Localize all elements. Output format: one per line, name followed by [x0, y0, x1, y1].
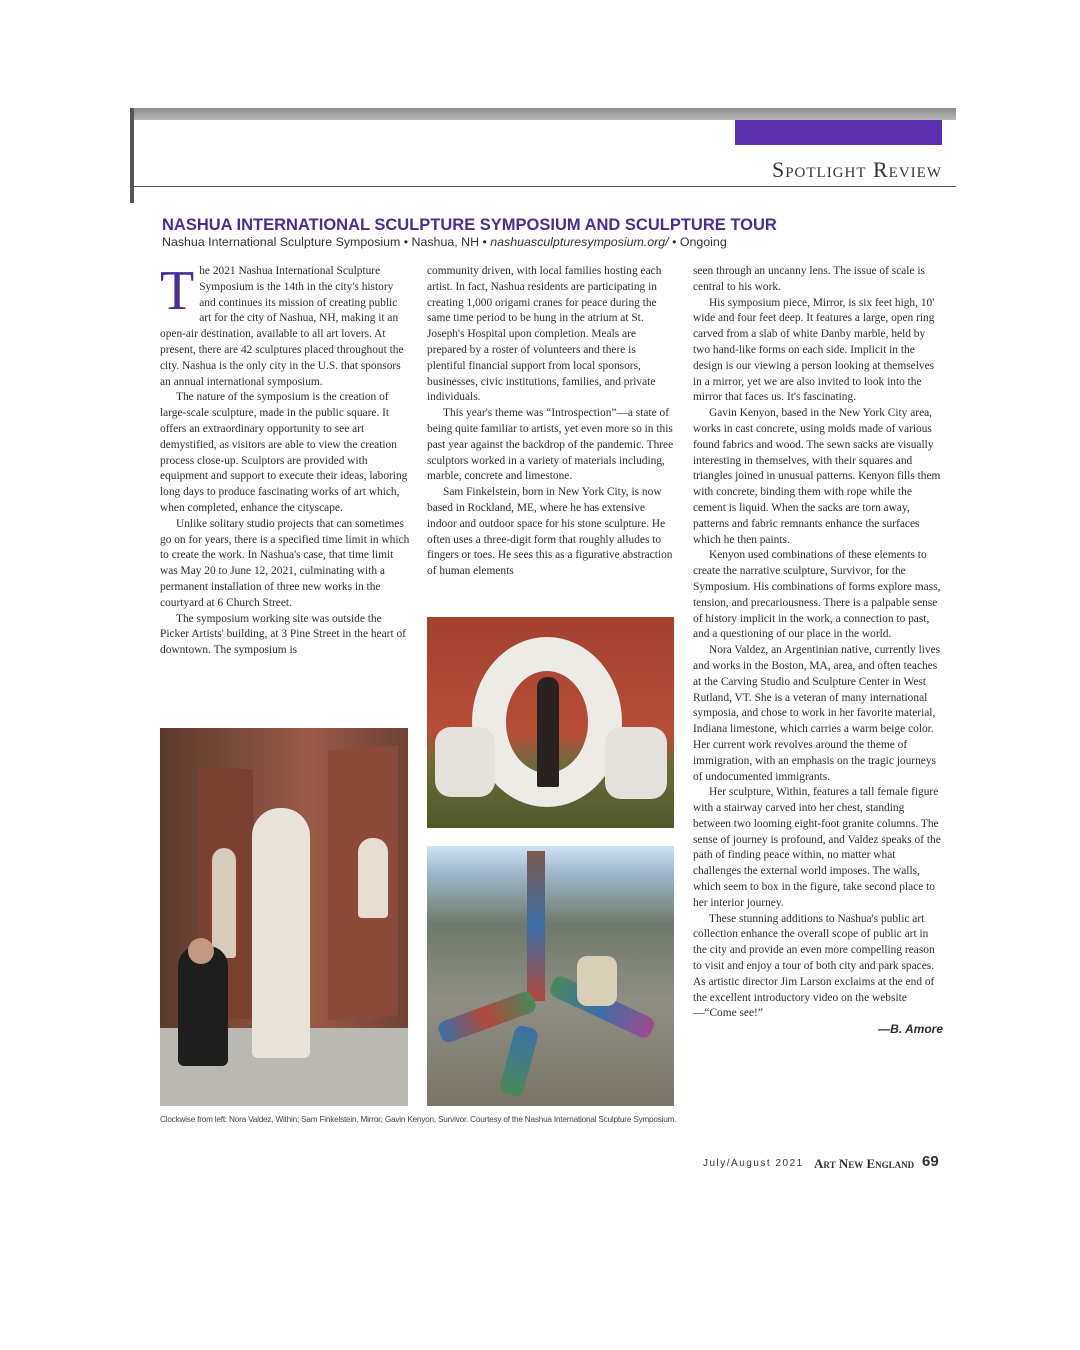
paragraph: Her sculpture, Within, features a tall female figure with a stairway carved into her chest, standing between two looming eight-foot granite columns. The sense of journey is profound, and Valdez speaks of the path of finding peace within, no matter what challenges the external world imposes. The walls, which seem to box in the figure, take second place to her interior journey. — [693, 786, 941, 909]
paragraph: The symposium working site was outside the Picker Artists' building, at 3 Pine Street in the heart of downtown. The symposium is — [160, 612, 406, 657]
paragraph: Sam Finkelstein, born in New York City, is now based in Rockland, ME, where he has extensive indoor and outdoor space for his stone sculpture. He often uses a three-digit form that roughly alludes to fingers or toes. He sees this as a figurative abstraction of human elements — [427, 486, 673, 578]
photo-caption: Clockwise from left: Nora Valdez, Within; Sam Finkelstein, Mirror; Gavin Kenyon, Survivor. Courtesy of the Nashua International Sculpture Symposium. — [160, 1115, 677, 1124]
paragraph: The 2021 Nashua International Sculpture Symposium is the 14th in the city's history and continues its mission of creating public art for the city of Nashua, NH, making it an open-air destination, available to all art lovers. At present, there are 42 sculptures placed throughout the city. Nashua is the only city in the U.S. that sponsors an annual international symposium. — [160, 260, 404, 388]
page-binding-shadow — [130, 108, 134, 203]
photo-mirror-sculpture — [427, 617, 674, 828]
paragraph: Unlike solitary studio projects that can sometimes go on for years, there is a specified time limit in which to create the work. In Nashua's case, that time limit was May 20 to June 12, 2021, culminating with a permanent installation of three new works in the courtyard at 6 Church Street. — [160, 517, 410, 609]
paragraph: Gavin Kenyon, based in the New York City area, works in cast concrete, using molds made of various found fabrics and wood. The sewn sacks are visually interesting in themselves, with their squares and triangles joined in unusual patterns. Kenyon fills them with concrete, binding them with rope while the cement is liquid. When the sacks are torn away, patterns and fabric remnants enhance the surfaces which he then paints. — [693, 407, 941, 546]
byline: —B. Amore — [878, 1022, 943, 1037]
paragraph: The nature of the symposium is the creation of large-scale sculpture, made in the public square. It offers an extraordinary opportunity to see art demystified, as visitors are able to view the creation process close-up. Sculptors are provided with equipment and support to execute their ideas, laboring long days to produce fascinating works of art which, when completed, enhance the cityscape. — [160, 391, 408, 514]
paragraph: These stunning additions to Nashua's public art collection enhance the overall scope of public art in the city and provide an even more compelling reason to visit and enjoy a tour of both city and park spaces. As artistic director Jim Larson exclaims at the end of the excellent introductory video on the website—“Come see!” — [693, 912, 935, 1020]
paragraph: community driven, with local families hosting each artist. In fact, Nashua residents are participating in creating 1,000 origami cranes for peace during the same time period to be hung in the atrium at St. Joseph's Hospital upon completion. Meals are prepared by a roster of volunteers and there is plentiful financial support from local sponsors, businesses, civic institutions, families, and private individuals. — [427, 265, 662, 404]
photo-within-sculpture — [160, 728, 408, 1106]
article-column-2 — [427, 264, 677, 580]
page-edge — [130, 108, 956, 120]
issue-date: July/August 2021 — [703, 1158, 804, 1169]
photo-survivor-sculpture — [427, 846, 674, 1106]
paragraph: This year's theme was “Introspection”—a state of being quite familiar to artists, yet even more so in this past year against the backdrop of the pandemic. Three sculptors worked in a variety of materials including, marble, concrete and limestone. — [427, 407, 674, 483]
paragraph: Kenyon used combinations of these elements to create the narrative sculpture, Survivor, for the Symposium. His combinations of forms explore mass, tension, and precariousness. There is a palpable sense of history implicit in the work, a connection to past, and a questioning of our place in the world. — [693, 549, 941, 641]
article-column-3 — [693, 264, 943, 1038]
magazine-name: Art New England — [814, 1156, 915, 1171]
website-link[interactable]: nashuasculpturesymposium.org/ — [490, 235, 669, 249]
paragraph: Nora Valdez, an Argentinian native, currently lives and works in the Boston, MA, area, and often teaches at the Carving Studio and Sculpture Center in West Rutland, VT. She is a veteran of many international symposia, and chose to work in her favorite material, Indiana limestone, which carries a warm beige color. Her current work revolves around the theme of immigration, with an emphasis on the tragic journeys of undocumented immigrants. — [693, 644, 941, 783]
venue-text: Nashua International Sculpture Symposium • Nashua, NH • — [162, 235, 491, 249]
page-number: 69 — [922, 1153, 939, 1170]
paragraph: His symposium piece, Mirror, is six feet high, 10' wide and four feet deep. It features a large, open ring carved from a slab of white Danby marble, held by two hand-like forms on each side. Implicit in the design is our viewing a person looking at themselves in a mirror, yet we are also invited to look into the mirror that faces us. It's fascinating. — [693, 296, 935, 404]
dates-text: • Ongoing — [668, 235, 727, 249]
section-header: Spotlight Review — [771, 157, 942, 182]
drop-cap: T — [160, 260, 195, 322]
article-subtitle — [162, 235, 727, 249]
article-column-1 — [160, 260, 412, 659]
paragraph: seen through an uncanny lens. The issue of scale is central to his work. — [693, 265, 925, 293]
header-rule — [130, 186, 956, 187]
section-color-block — [735, 120, 942, 145]
article-title: NASHUA INTERNATIONAL SCULPTURE SYMPOSIUM AND SCULPTURE TOUR — [162, 216, 777, 234]
